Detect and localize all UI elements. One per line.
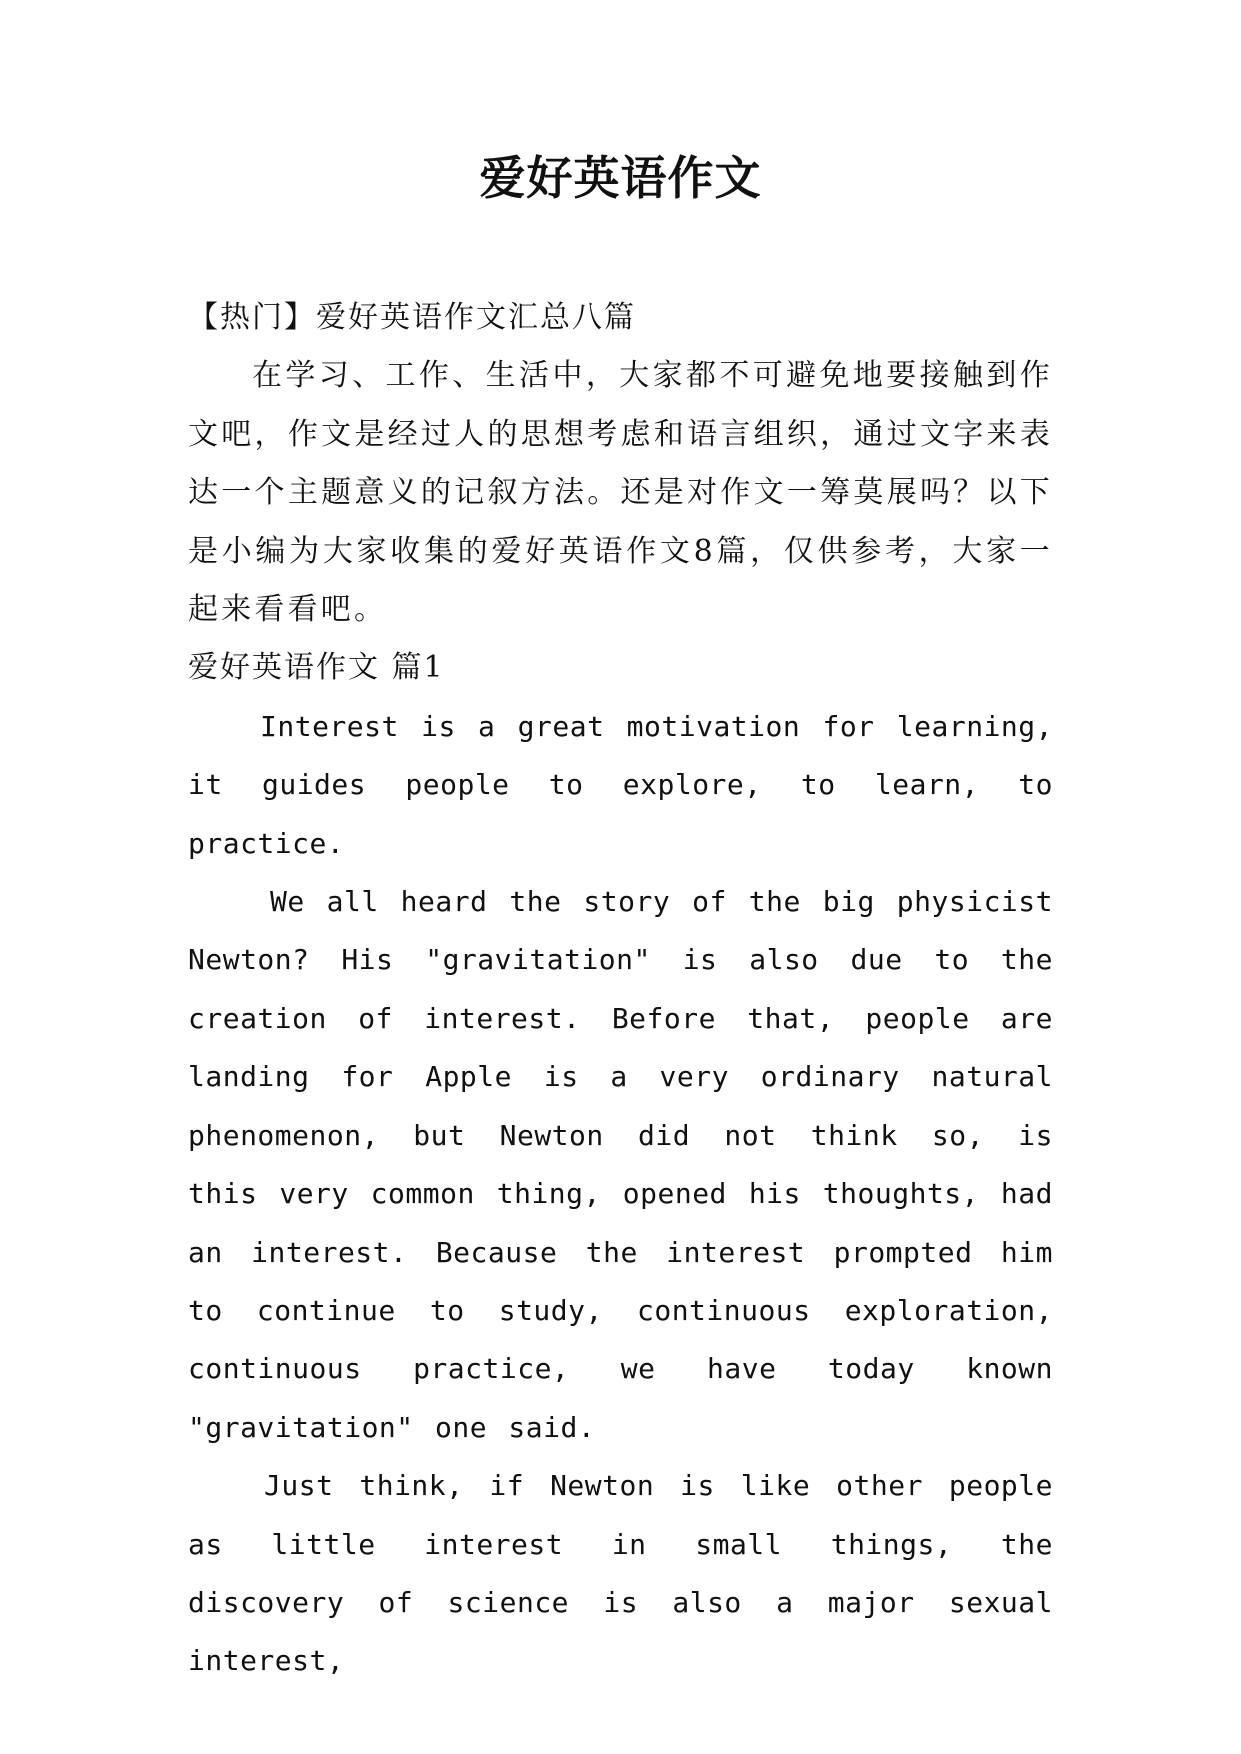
essay-paragraph-2: We all heard the story of the big physicist Newton? His "gravitation" is also due to the creation of interest. Before that, people are landing for Apple is a very ordinary natural phenomenon, but Newton did not think so, is this very common thing, opened his thoughts, had an interest. Because the interest prompted him to continue to study, continuous exploration, continuous practice, we have today known "gravitation" one said. — [188, 885, 1053, 1444]
document-subtitle: 【热门】爱好英语作文汇总八篇 — [188, 300, 636, 335]
section-heading: 爱好英语作文 篇1 — [188, 650, 445, 686]
document-body — [188, 289, 1053, 1691]
page-title: 爱好英语作文 — [479, 151, 762, 205]
intro-paragraph: 在学习、工作、生活中，大家都不可避免地要接触到作文吧，作文是经过人的思想考虑和语言组织，通过文字来表达一个主题意义的记叙方法。还是对作文一筹莫展吗？以下是小编为大家收集的爱好英语作文8篇，仅供参考，大家一起来看看吧。 — [188, 358, 1053, 628]
essay-paragraph-3: Just think, if Newton is like other people as little interest in small things, the discovery of science is also a major sexual interest, — [188, 1469, 1053, 1678]
essay-paragraph-1: Interest is a great motivation for learning, it guides people to explore, to learn, to practice. — [188, 709, 1053, 860]
